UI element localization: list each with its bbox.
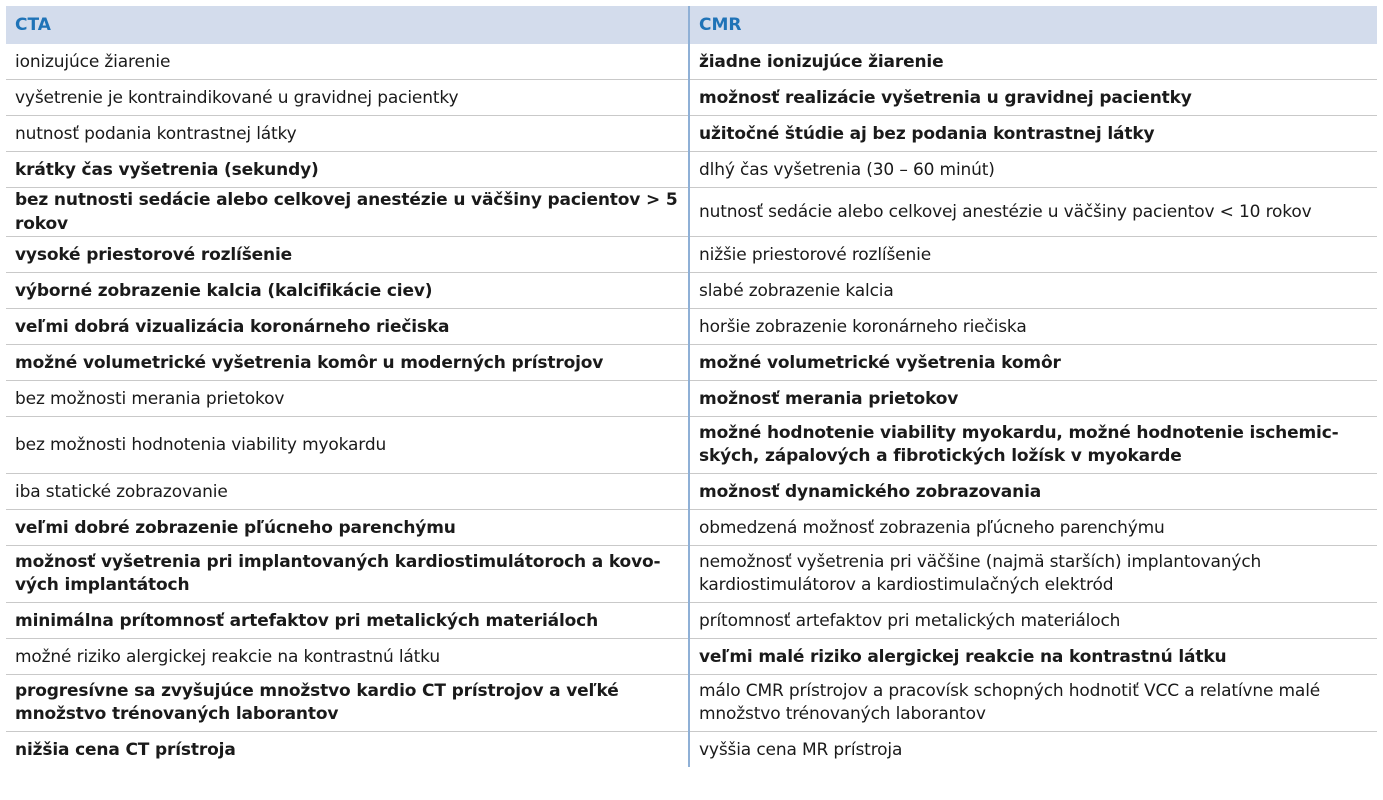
table-row: [6, 546, 1377, 603]
cmr-cell: nižšie priestorové rozlíšenie: [689, 237, 1377, 273]
cta-cell: vyšetrenie je kontraindikované u gravidnej pacientky: [6, 80, 689, 116]
table-row: [6, 732, 1377, 768]
table-row: [6, 639, 1377, 675]
cta-cell: bez možnosti merania prietokov: [6, 381, 689, 417]
table-row: [6, 675, 1377, 732]
table-row: [6, 237, 1377, 273]
cmr-cell: nutnosť sedácie alebo celkovej anestézie u väčšiny pacientov < 10 rokov: [689, 188, 1377, 237]
cmr-cell: nemožnosť vyšetrenia pri väčšine (najmä starších) implantovaných kardiostimulátorov a kardiostimulačných elektród: [689, 546, 1377, 603]
cmr-cell: obmedzená možnosť zobrazenia pľúcneho parenchýmu: [689, 510, 1377, 546]
table-row: [6, 417, 1377, 474]
cta-cell: progresívne sa zvyšujúce množstvo kardio CT prístrojov a veľké množstvo trénovaných laborantov: [6, 675, 689, 732]
table-row: [6, 44, 1377, 80]
cta-cell: bez možnosti hodnotenia viability myokardu: [6, 417, 689, 474]
table-row: [6, 116, 1377, 152]
cta-cell: možnosť vyšetrenia pri implantovaných kardiostimulátoroch a kovo-vých implantátoch: [6, 546, 689, 603]
cmr-cell: možné hodnotenie viability myokardu, možné hodnotenie ischemic-ských, zápalových a fibrotických ložísk v myokarde: [689, 417, 1377, 474]
table-body: [6, 44, 1377, 767]
cmr-cell: možnosť dynamického zobrazovania: [689, 474, 1377, 510]
cmr-cell: vyššia cena MR prístroja: [689, 732, 1377, 768]
cmr-cell: žiadne ionizujúce žiarenie: [689, 44, 1377, 80]
cta-cell: bez nutnosti sedácie alebo celkovej anestézie u väčšiny pacientov > 5 rokov: [6, 188, 689, 237]
header-cta: CTA: [6, 6, 689, 44]
cta-cell: veľmi dobrá vizualizácia koronárneho riečiska: [6, 309, 689, 345]
cmr-cell: možné volumetrické vyšetrenia komôr: [689, 345, 1377, 381]
comparison-table: [6, 6, 1377, 767]
cmr-cell: možnosť merania prietokov: [689, 381, 1377, 417]
cta-cell: nižšia cena CT prístroja: [15, 739, 236, 760]
table-row: [6, 309, 1377, 345]
table-row: [6, 345, 1377, 381]
cmr-cell: slabé zobrazenie kalcia: [689, 273, 1377, 309]
header-cmr: CMR: [689, 6, 1377, 44]
cta-cell: veľmi dobré zobrazenie pľúcneho parenchýmu: [6, 510, 689, 546]
cmr-cell: horšie zobrazenie koronárneho riečiska: [689, 309, 1377, 345]
cmr-cell: možnosť realizácie vyšetrenia u gravidnej pacientky: [689, 80, 1377, 116]
header-row: [6, 6, 1377, 44]
cta-cell: ionizujúce žiarenie: [6, 44, 689, 80]
cta-cell: minimálna prítomnosť artefaktov pri metalických materiáloch: [6, 603, 689, 639]
cta-cell: vysoké priestorové rozlíšenie: [6, 237, 689, 273]
cta-cell: možné volumetrické vyšetrenia komôr u moderných prístrojov: [6, 345, 689, 381]
table-row: [6, 188, 1377, 237]
cmr-cell: veľmi malé riziko alergickej reakcie na kontrastnú látku: [689, 639, 1377, 675]
table-row: [6, 510, 1377, 546]
table-row: [6, 474, 1377, 510]
cmr-cell: prítomnosť artefaktov pri metalických materiáloch: [689, 603, 1377, 639]
cta-cell: výborné zobrazenie kalcia (kalcifikácie ciev): [6, 273, 689, 309]
cta-cell: iba statické zobrazovanie: [6, 474, 689, 510]
table-row: [6, 273, 1377, 309]
table-row: [6, 381, 1377, 417]
table-row: [6, 152, 1377, 188]
cmr-cell: užitočné štúdie aj bez podania kontrastnej látky: [689, 116, 1377, 152]
cmr-cell: dlhý čas vyšetrenia (30 – 60 minút): [689, 152, 1377, 188]
cmr-cell: málo CMR prístrojov a pracovísk schopných hodnotiť VCC a relatívne malé množstvo trénovaných laborantov: [689, 675, 1377, 732]
table-row: [6, 80, 1377, 116]
cta-cell: možné riziko alergickej reakcie na kontrastnú látku: [6, 639, 689, 675]
cta-cell: krátky čas vyšetrenia (sekundy): [6, 152, 689, 188]
table-row: [6, 603, 1377, 639]
cta-cell: nutnosť podania kontrastnej látky: [6, 116, 689, 152]
